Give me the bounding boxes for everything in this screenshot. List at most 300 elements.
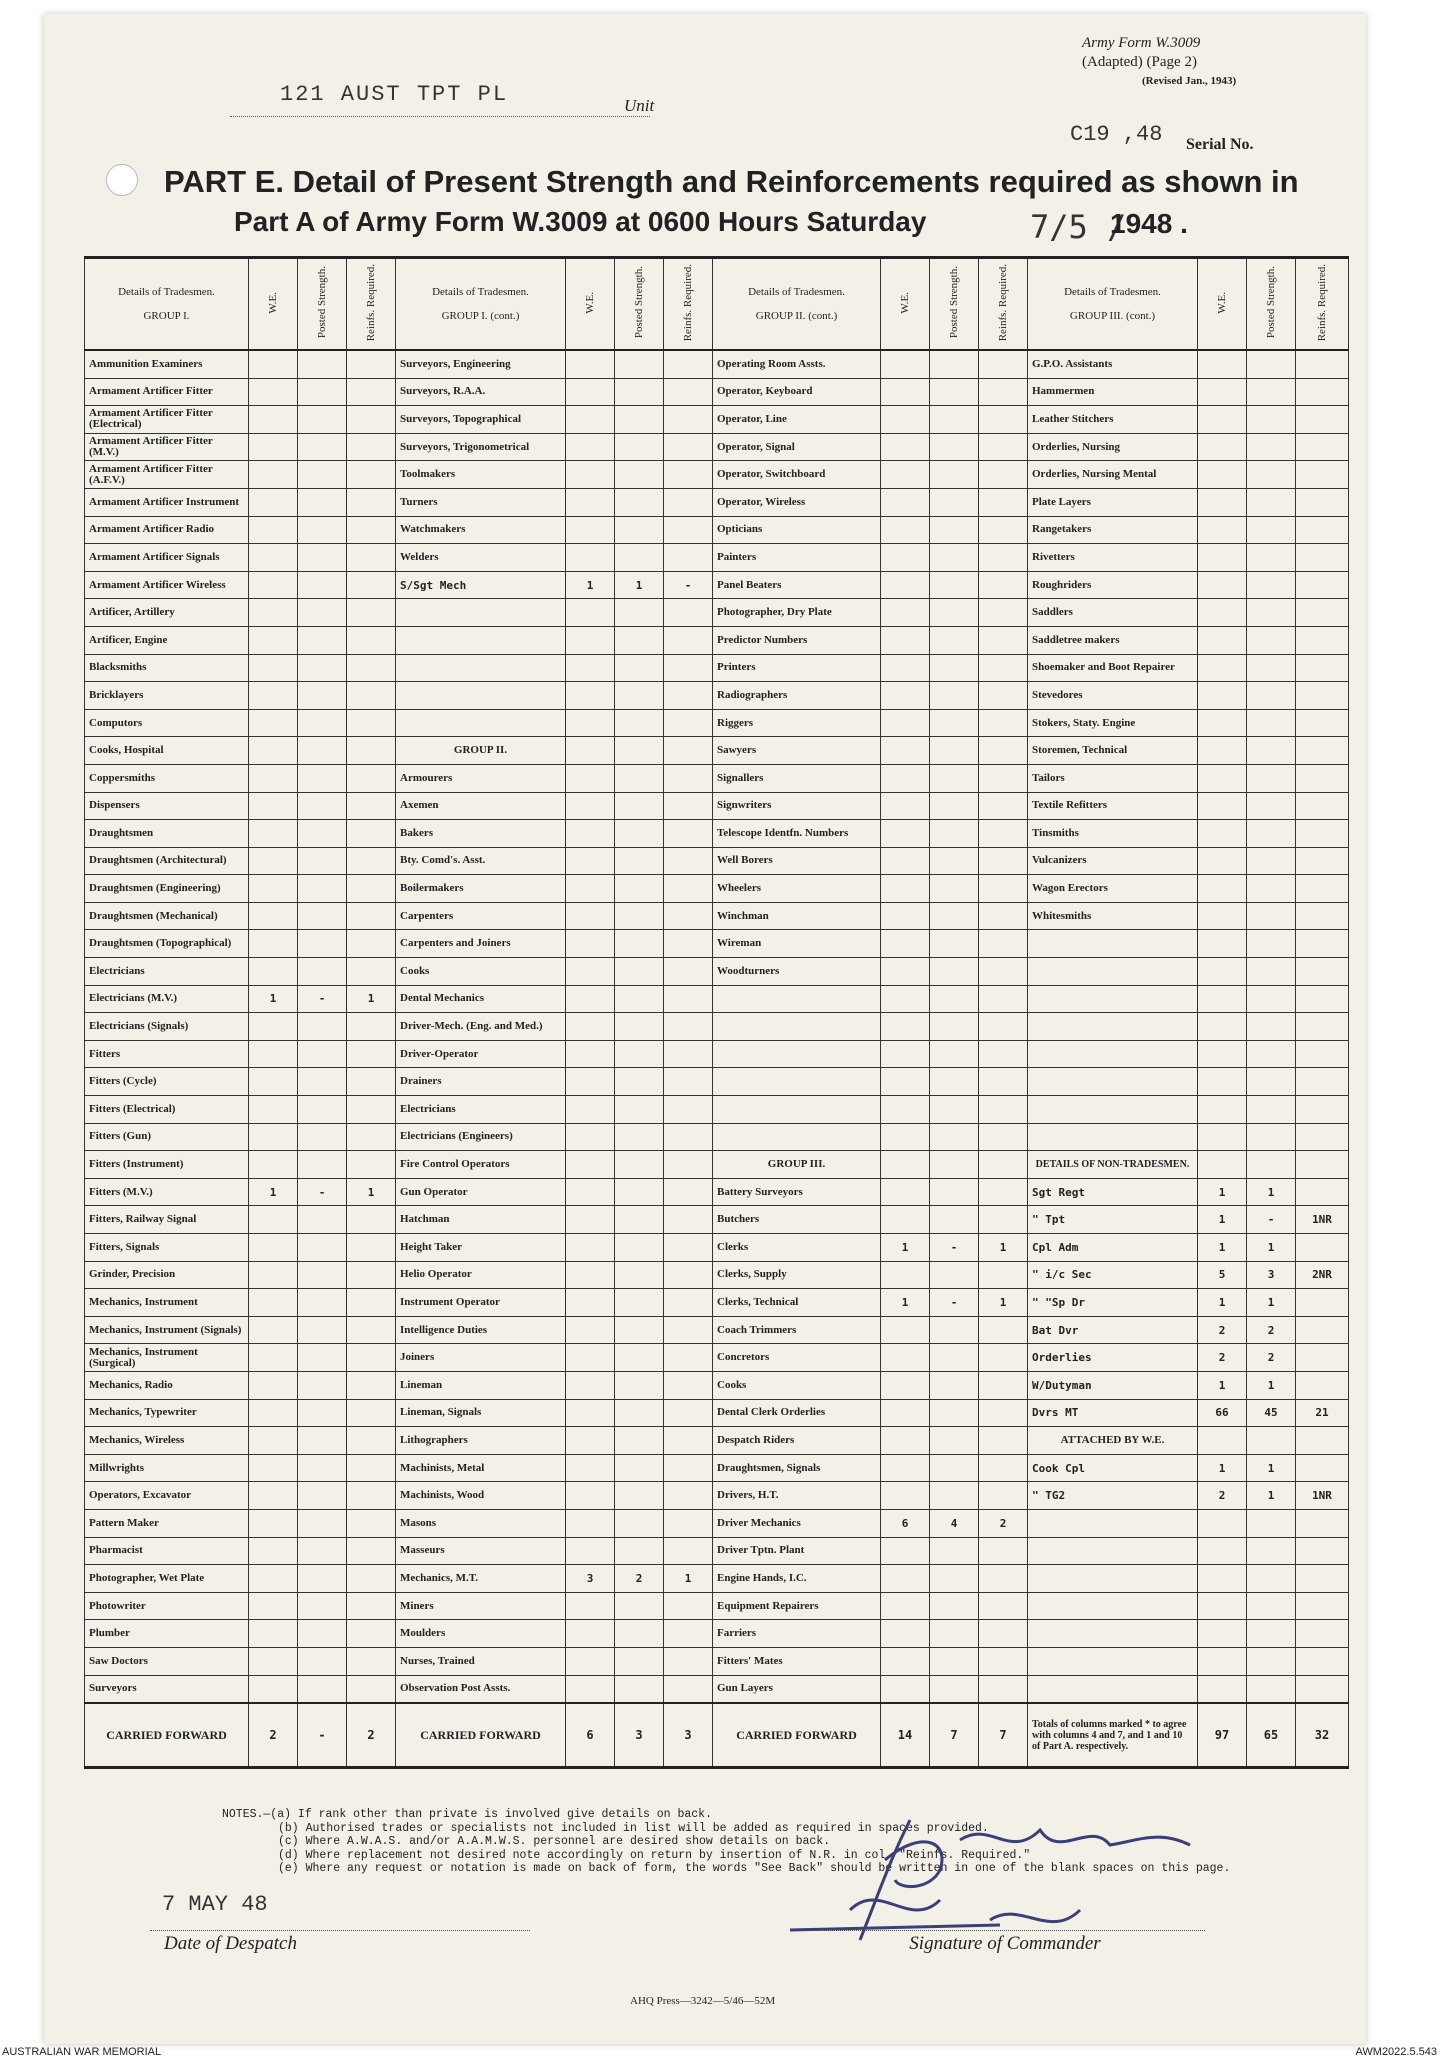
- cell-g3c-posted: 1: [1247, 1289, 1296, 1317]
- cell-g3c-posted: [1247, 516, 1296, 544]
- cell-g1c-posted: [615, 1123, 664, 1151]
- cell-g1: Dispensers: [85, 792, 249, 820]
- cell-g3c-reinfs: 1NR: [1296, 1206, 1349, 1234]
- cell-g2c-we: [881, 1123, 930, 1151]
- cell-g3c: Sgt Regt: [1028, 1178, 1198, 1206]
- cell-g1-posted: [298, 1620, 347, 1648]
- cell-g1: Ammunition Examiners: [85, 350, 249, 378]
- cell-g3c-reinfs: [1296, 1344, 1349, 1372]
- cell-g2c-posted: [930, 626, 979, 654]
- cell-g1c-we: [566, 544, 615, 572]
- cell-g1c-posted: [615, 737, 664, 765]
- cell-g3c: Rivetters: [1028, 544, 1198, 572]
- table-row: [85, 1289, 1349, 1317]
- table-row: [85, 847, 1349, 875]
- cell-g3c-we: 1: [1198, 1234, 1247, 1262]
- cell-g3c-reinfs: [1296, 1178, 1349, 1206]
- cell-g3c-we: [1198, 985, 1247, 1013]
- cell-g1-we: [249, 516, 298, 544]
- cell-g2c-reinfs: [979, 930, 1028, 958]
- cell-g2c-posted: [930, 516, 979, 544]
- cell-g2c-reinfs: [979, 1316, 1028, 1344]
- cf-g2c-we: 14: [881, 1703, 930, 1768]
- cell-g2c-posted: -: [930, 1234, 979, 1262]
- table-row: [85, 1013, 1349, 1041]
- cell-g3c-we: 1: [1198, 1178, 1247, 1206]
- cell-g1c-posted: [615, 599, 664, 627]
- cell-g3c-posted: [1247, 1647, 1296, 1675]
- cell-g2c-reinfs: [979, 1427, 1028, 1455]
- cell-g1c-we: [566, 350, 615, 378]
- cell-g1c-reinfs: [664, 1068, 713, 1096]
- cell-g1c-reinfs: 1: [664, 1565, 713, 1593]
- commander-signature: [790, 1800, 1220, 1950]
- table-header-row: [85, 258, 1349, 351]
- cell-g2c-posted: [930, 654, 979, 682]
- cell-g2c-posted: [930, 1261, 979, 1289]
- cell-g1-posted: [298, 1316, 347, 1344]
- cell-g1c-reinfs: [664, 1399, 713, 1427]
- cell-g3c-posted: [1247, 406, 1296, 434]
- cell-g2c-we: [881, 433, 930, 461]
- carried-forward-row: [85, 1703, 1349, 1768]
- cell-g1-reinfs: [347, 378, 396, 406]
- cell-g1c: Nurses, Trained: [396, 1647, 566, 1675]
- cell-g1: Saw Doctors: [85, 1647, 249, 1675]
- cell-g1c-reinfs: [664, 1482, 713, 1510]
- cell-g1: Coppersmiths: [85, 764, 249, 792]
- totals-note: Totals of columns marked * to agree with columns 4 and 7, and 1 and 10 of Part A. respectively.: [1028, 1703, 1198, 1768]
- cell-g1-posted: [298, 488, 347, 516]
- cell-g2c-posted: [930, 682, 979, 710]
- cell-g2c-posted: [930, 1151, 979, 1179]
- cell-g3c: Textile Refitters: [1028, 792, 1198, 820]
- cell-g3c-posted: [1247, 571, 1296, 599]
- cell-g1: Surveyors: [85, 1675, 249, 1703]
- cell-g2c-we: [881, 406, 930, 434]
- cell-g1c-we: [566, 1399, 615, 1427]
- cell-g1-we: [249, 958, 298, 986]
- cell-g3c-we: [1198, 1427, 1247, 1455]
- cell-g1c-reinfs: [664, 1261, 713, 1289]
- cell-g1-we: [249, 378, 298, 406]
- cell-g3c-reinfs: [1296, 433, 1349, 461]
- cell-g3c-reinfs: [1296, 764, 1349, 792]
- cell-g2c-we: [881, 820, 930, 848]
- cell-g3c: " Tpt: [1028, 1206, 1198, 1234]
- cell-g2c-we: [881, 1178, 930, 1206]
- cell-g1c-reinfs: [664, 1013, 713, 1041]
- cell-g3c-reinfs: [1296, 571, 1349, 599]
- cell-g3c-posted: [1247, 461, 1296, 489]
- cell-g3c-we: 2: [1198, 1344, 1247, 1372]
- cell-g2c: Radiographers: [713, 682, 881, 710]
- cell-g1: Bricklayers: [85, 682, 249, 710]
- cell-g3c-reinfs: [1296, 544, 1349, 572]
- cell-g1-posted: [298, 847, 347, 875]
- cell-g3c-reinfs: [1296, 820, 1349, 848]
- cell-g2c-we: [881, 792, 930, 820]
- cell-g3c-we: [1198, 461, 1247, 489]
- cell-g3c: Roughriders: [1028, 571, 1198, 599]
- cell-g3c: [1028, 1675, 1198, 1703]
- cell-g1c-posted: [615, 461, 664, 489]
- cell-g1: Fitters: [85, 1040, 249, 1068]
- cell-g3c-posted: [1247, 1013, 1296, 1041]
- table-row: [85, 1371, 1349, 1399]
- table-row: [85, 902, 1349, 930]
- cell-g3c-we: [1198, 682, 1247, 710]
- cell-g2c-posted: [930, 847, 979, 875]
- cell-g1c-reinfs: [664, 930, 713, 958]
- cell-g3c-posted: 1: [1247, 1482, 1296, 1510]
- cell-g1: Blacksmiths: [85, 654, 249, 682]
- cell-g1-reinfs: [347, 792, 396, 820]
- table-row: [85, 1096, 1349, 1124]
- cell-g3c-posted: [1247, 682, 1296, 710]
- note-a: NOTES.—(a) If rank other than private is involved give details on back.: [222, 1808, 712, 1821]
- cell-g1c-posted: [615, 930, 664, 958]
- cell-g2c-we: [881, 1620, 930, 1648]
- cell-g1c-reinfs: [664, 847, 713, 875]
- cell-g3c: DETAILS OF NON-TRADESMEN.: [1028, 1151, 1198, 1179]
- cell-g3c: [1028, 1068, 1198, 1096]
- cell-g2c-posted: [930, 1454, 979, 1482]
- cell-g1c-we: [566, 1620, 615, 1648]
- cell-g3c-reinfs: [1296, 1647, 1349, 1675]
- cell-g1c-we: [566, 433, 615, 461]
- cell-g3c-posted: [1247, 958, 1296, 986]
- cell-g1c-posted: [615, 875, 664, 903]
- cell-g2c: Clerks: [713, 1234, 881, 1262]
- cell-g1-we: [249, 1565, 298, 1593]
- cell-g1c: [396, 626, 566, 654]
- cell-g2c-posted: [930, 1399, 979, 1427]
- cell-g1-posted: [298, 1482, 347, 1510]
- cell-g1-we: [249, 433, 298, 461]
- cell-g1-reinfs: [347, 1454, 396, 1482]
- cell-g2c-posted: [930, 1647, 979, 1675]
- cell-g1c-we: [566, 1261, 615, 1289]
- cell-g1c: Dental Mechanics: [396, 985, 566, 1013]
- cell-g1: Draughtsmen (Architectural): [85, 847, 249, 875]
- cell-g2c: Well Borers: [713, 847, 881, 875]
- cell-g1c: Masseurs: [396, 1537, 566, 1565]
- cell-g2c-reinfs: [979, 626, 1028, 654]
- cell-g3c-we: [1198, 350, 1247, 378]
- cell-g1c-reinfs: [664, 433, 713, 461]
- cell-g3c-posted: [1247, 488, 1296, 516]
- cell-g1c-posted: [615, 847, 664, 875]
- table-row: [85, 599, 1349, 627]
- cell-g2c-posted: [930, 875, 979, 903]
- cell-g3c-posted: [1247, 1151, 1296, 1179]
- cell-g3c-we: [1198, 1647, 1247, 1675]
- cell-g3c: Shoemaker and Boot Repairer: [1028, 654, 1198, 682]
- header-reinfs: Reinfs. Required.: [664, 258, 713, 351]
- cell-g3c-we: [1198, 1096, 1247, 1124]
- cell-g1-we: [249, 682, 298, 710]
- cell-g3c-posted: 1: [1247, 1371, 1296, 1399]
- cell-g1: Operators, Excavator: [85, 1482, 249, 1510]
- cell-g1: Draughtsmen (Mechanical): [85, 902, 249, 930]
- cell-g2c: Predictor Numbers: [713, 626, 881, 654]
- cell-g1: Armament Artificer Fitter (A.F.V.): [85, 461, 249, 489]
- cell-g1-we: [249, 709, 298, 737]
- cell-g3c-reinfs: [1296, 1151, 1349, 1179]
- cell-g2c-reinfs: [979, 1261, 1028, 1289]
- table-row: [85, 1206, 1349, 1234]
- cell-g2c: Operator, Line: [713, 406, 881, 434]
- cell-g1-we: [249, 1040, 298, 1068]
- cell-g3c-reinfs: [1296, 1427, 1349, 1455]
- cell-g1: Armament Artificer Radio: [85, 516, 249, 544]
- cell-g1-posted: [298, 599, 347, 627]
- cell-g1: Cooks, Hospital: [85, 737, 249, 765]
- cell-g1c-we: [566, 1151, 615, 1179]
- cell-g3c-we: [1198, 1620, 1247, 1648]
- carried-forward-label: CARRIED FORWARD: [713, 1703, 881, 1768]
- cell-g3c-we: [1198, 1537, 1247, 1565]
- cell-g3c: Orderlies: [1028, 1344, 1198, 1372]
- cell-g1-we: [249, 571, 298, 599]
- cell-g2c-posted: [930, 792, 979, 820]
- cell-g1c-we: [566, 820, 615, 848]
- cell-g1c: Surveyors, Engineering: [396, 350, 566, 378]
- cell-g1-we: 1: [249, 985, 298, 1013]
- cell-g3c-we: [1198, 1013, 1247, 1041]
- cell-g1c-reinfs: [664, 1289, 713, 1317]
- cell-g1c-we: [566, 1482, 615, 1510]
- cell-g1: Armament Artificer Instrument: [85, 488, 249, 516]
- cell-g3c: [1028, 985, 1198, 1013]
- cell-g2c-posted: [930, 1206, 979, 1234]
- cell-g1c-we: [566, 1289, 615, 1317]
- cell-g2c-we: [881, 544, 930, 572]
- cell-g1c-posted: [615, 433, 664, 461]
- cell-g1-posted: [298, 1151, 347, 1179]
- cell-g2c-posted: [930, 709, 979, 737]
- cell-g1c-reinfs: [664, 406, 713, 434]
- cell-g2c-reinfs: [979, 350, 1028, 378]
- cell-g3c: Dvrs MT: [1028, 1399, 1198, 1427]
- cell-g1c: Lineman: [396, 1371, 566, 1399]
- cell-g3c-we: [1198, 1565, 1247, 1593]
- cell-g3c-reinfs: [1296, 599, 1349, 627]
- cell-g3c: " "Sp Dr: [1028, 1289, 1198, 1317]
- table-row: [85, 958, 1349, 986]
- cell-g2c-we: [881, 1537, 930, 1565]
- cell-g1c: Axemen: [396, 792, 566, 820]
- cell-g1: Mechanics, Instrument (Surgical): [85, 1344, 249, 1372]
- cell-g1-reinfs: [347, 902, 396, 930]
- cell-g1-posted: [298, 1344, 347, 1372]
- cell-g1c-posted: [615, 1620, 664, 1648]
- cell-g2c-reinfs: [979, 1040, 1028, 1068]
- cell-g1-we: [249, 847, 298, 875]
- cell-g2c: [713, 1123, 881, 1151]
- cell-g3c: " TG2: [1028, 1482, 1198, 1510]
- cell-g1c-posted: [615, 682, 664, 710]
- cell-g1c-posted: [615, 709, 664, 737]
- cell-g1: Armament Artificer Fitter: [85, 378, 249, 406]
- cell-g1c-we: [566, 461, 615, 489]
- cell-g3c-reinfs: [1296, 1040, 1349, 1068]
- cell-g1: Draughtsmen: [85, 820, 249, 848]
- table-row: [85, 792, 1349, 820]
- cell-g1-posted: [298, 820, 347, 848]
- cell-g3c: Whitesmiths: [1028, 902, 1198, 930]
- cell-g2c: Signwriters: [713, 792, 881, 820]
- cell-g1c-posted: [615, 1675, 664, 1703]
- cell-g1-posted: [298, 682, 347, 710]
- cell-g1c-reinfs: [664, 1620, 713, 1648]
- cell-g1-reinfs: [347, 1040, 396, 1068]
- cell-g1-we: [249, 930, 298, 958]
- cell-g1-reinfs: [347, 1482, 396, 1510]
- cell-g1c-reinfs: [664, 764, 713, 792]
- cell-g3c-posted: -: [1247, 1206, 1296, 1234]
- cell-g2c-posted: [930, 1344, 979, 1372]
- header-reinfs: Reinfs. Required.: [979, 258, 1028, 351]
- cell-g1-reinfs: 1: [347, 985, 396, 1013]
- table-row: [85, 985, 1349, 1013]
- cell-g3c-reinfs: [1296, 682, 1349, 710]
- cell-g2c-we: [881, 1013, 930, 1041]
- cell-g1c-posted: [615, 1399, 664, 1427]
- cell-g2c: Wheelers: [713, 875, 881, 903]
- cell-g2c: Painters: [713, 544, 881, 572]
- table-row: [85, 1123, 1349, 1151]
- cell-g1-we: [249, 1592, 298, 1620]
- cell-g2c-reinfs: [979, 985, 1028, 1013]
- cell-g2c: Telescope Identfn. Numbers: [713, 820, 881, 848]
- cell-g2c-reinfs: [979, 847, 1028, 875]
- cell-g1c-reinfs: [664, 792, 713, 820]
- cell-g2c: Operator, Wireless: [713, 488, 881, 516]
- cell-g3c: [1028, 1096, 1198, 1124]
- cell-g3c-reinfs: 1NR: [1296, 1482, 1349, 1510]
- cell-g1-posted: [298, 1371, 347, 1399]
- cell-g1c-posted: [615, 902, 664, 930]
- cell-g2c-we: [881, 709, 930, 737]
- cell-g1-we: 1: [249, 1178, 298, 1206]
- cell-g2c-we: [881, 1482, 930, 1510]
- cell-g3c-posted: 2: [1247, 1316, 1296, 1344]
- cell-g1c: GROUP II.: [396, 737, 566, 765]
- table-row: [85, 764, 1349, 792]
- form-ref-line1: Army Form W.3009: [1082, 35, 1201, 51]
- cell-g3c-posted: [1247, 350, 1296, 378]
- cell-g1-posted: [298, 1068, 347, 1096]
- cell-g2c: Equipment Repairers: [713, 1592, 881, 1620]
- cell-g1-reinfs: [347, 1647, 396, 1675]
- cell-g1c-we: [566, 764, 615, 792]
- cell-g1c: Driver-Mech. (Eng. and Med.): [396, 1013, 566, 1041]
- table-row: [85, 1454, 1349, 1482]
- cell-g1-reinfs: 1: [347, 1178, 396, 1206]
- cell-g1c-reinfs: [664, 1040, 713, 1068]
- form-reference: [1082, 34, 1236, 91]
- cell-g1c: Cooks: [396, 958, 566, 986]
- cell-g2c: Photographer, Dry Plate: [713, 599, 881, 627]
- cell-g3c: Orderlies, Nursing: [1028, 433, 1198, 461]
- cell-g3c: Hammermen: [1028, 378, 1198, 406]
- table-row: [85, 433, 1349, 461]
- cell-g1-we: [249, 1234, 298, 1262]
- cell-g2c-reinfs: [979, 1096, 1028, 1124]
- cell-g1-we: [249, 875, 298, 903]
- cell-g1c-we: [566, 875, 615, 903]
- cell-g1-reinfs: [347, 1537, 396, 1565]
- cf-g1-we: 2: [249, 1703, 298, 1768]
- cell-g2c-posted: [930, 1068, 979, 1096]
- cell-g3c-posted: [1247, 902, 1296, 930]
- cell-g1c: Lineman, Signals: [396, 1399, 566, 1427]
- table-row: [85, 1509, 1349, 1537]
- cell-g1c: [396, 709, 566, 737]
- cell-g1: Mechanics, Instrument (Signals): [85, 1316, 249, 1344]
- cell-g1: Electricians: [85, 958, 249, 986]
- cell-g3c-posted: [1247, 1096, 1296, 1124]
- cell-g1c-we: [566, 516, 615, 544]
- cell-g1-posted: [298, 1454, 347, 1482]
- cell-g1c-posted: [615, 1151, 664, 1179]
- cell-g3c: Cpl Adm: [1028, 1234, 1198, 1262]
- cell-g1c-we: [566, 599, 615, 627]
- cell-g2c-reinfs: [979, 1399, 1028, 1427]
- cell-g1c-posted: [615, 1096, 664, 1124]
- cell-g1-reinfs: [347, 1206, 396, 1234]
- cell-g1c-we: [566, 1537, 615, 1565]
- cell-g2c: Panel Beaters: [713, 571, 881, 599]
- cell-g1c-reinfs: [664, 1178, 713, 1206]
- cell-g2c-reinfs: [979, 544, 1028, 572]
- cell-g2c-we: [881, 764, 930, 792]
- cell-g3c: [1028, 1123, 1198, 1151]
- cell-g2c-reinfs: [979, 516, 1028, 544]
- cell-g2c-we: [881, 488, 930, 516]
- cf-g2c-posted: 7: [930, 1703, 979, 1768]
- cell-g2c-posted: [930, 958, 979, 986]
- cell-g1c-reinfs: [664, 1592, 713, 1620]
- cell-g1c-posted: [615, 378, 664, 406]
- cell-g1: Mechanics, Typewriter: [85, 1399, 249, 1427]
- cell-g1c-reinfs: [664, 1344, 713, 1372]
- cell-g1c: Height Taker: [396, 1234, 566, 1262]
- cell-g2c-posted: [930, 1427, 979, 1455]
- cell-g3c: Stokers, Staty. Engine: [1028, 709, 1198, 737]
- cell-g1: Mechanics, Wireless: [85, 1427, 249, 1455]
- cell-g1c-posted: [615, 544, 664, 572]
- cf-g1c-we: 6: [566, 1703, 615, 1768]
- cell-g2c: Riggers: [713, 709, 881, 737]
- cell-g3c-reinfs: [1296, 516, 1349, 544]
- cell-g1: Fitters, Railway Signal: [85, 1206, 249, 1234]
- table-row: [85, 1537, 1349, 1565]
- cell-g2c-posted: [930, 1675, 979, 1703]
- cell-g1c-reinfs: [664, 599, 713, 627]
- cell-g2c-posted: [930, 737, 979, 765]
- cell-g1c-reinfs: [664, 1316, 713, 1344]
- cell-g2c-reinfs: [979, 654, 1028, 682]
- cell-g1-posted: [298, 378, 347, 406]
- cell-g1-reinfs: [347, 626, 396, 654]
- cell-g1c: [396, 682, 566, 710]
- cell-g2c-posted: [930, 1040, 979, 1068]
- cell-g2c-reinfs: 1: [979, 1289, 1028, 1317]
- cell-g1-we: [249, 902, 298, 930]
